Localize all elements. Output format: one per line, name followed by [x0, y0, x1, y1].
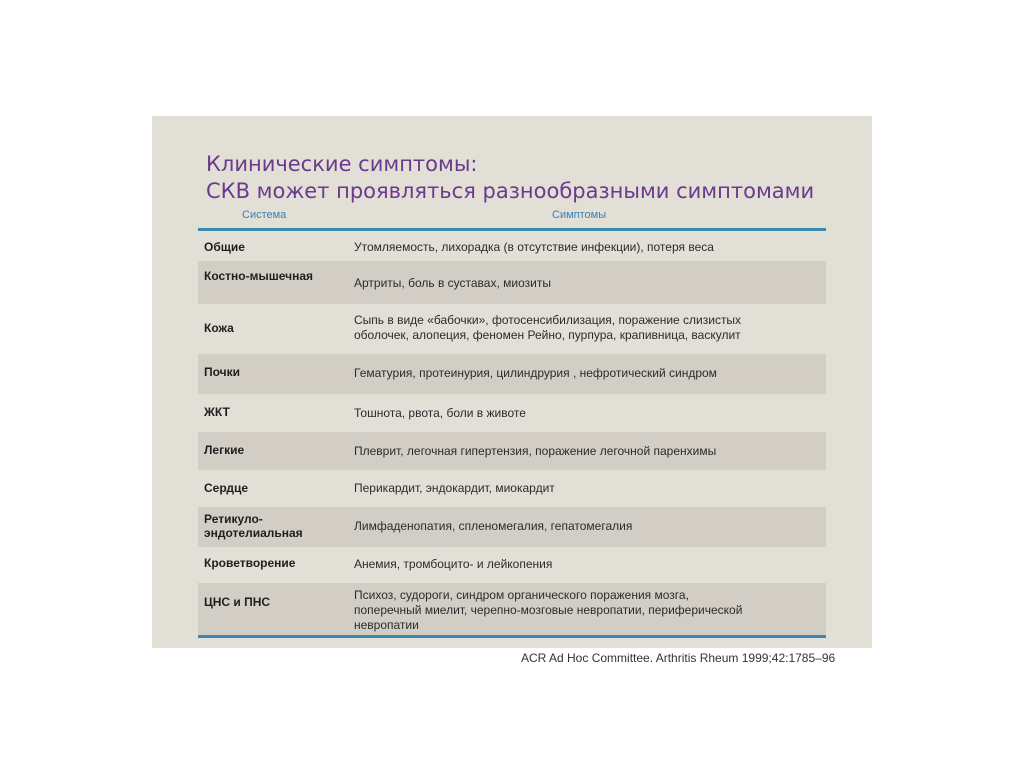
symptoms-cell-line: Тошнота, рвота, боли в животе: [354, 406, 526, 420]
slide-panel: [152, 116, 872, 648]
symptoms-table: [198, 231, 826, 635]
symptoms-cell: [354, 313, 820, 343]
system-cell-line: Кроветворение: [204, 556, 296, 570]
slide-title-line-2: СКВ может проявляться разнообразными симптомами: [206, 179, 815, 203]
system-cell: [204, 240, 245, 254]
column-header-symptoms: Симптомы: [552, 209, 607, 221]
system-cell-line: ЦНС и ПНС: [204, 595, 271, 609]
table-row: [198, 354, 826, 394]
system-cell-line: ЖКТ: [204, 405, 230, 419]
symptoms-cell-line: Гематурия, протеинурия, цилиндрурия , нефротический синдром: [354, 366, 717, 380]
system-cell-line: Легкие: [204, 443, 245, 457]
table-row: [198, 231, 826, 261]
symptoms-cell-line: Артриты, боль в суставах, миозиты: [354, 276, 551, 290]
table-row: [198, 261, 826, 304]
system-cell: [204, 365, 240, 379]
symptoms-cell: [354, 276, 820, 291]
table-row: [198, 304, 826, 354]
symptoms-cell-line: Анемия, тромбоцито- и лейкопения: [354, 557, 553, 571]
symptoms-cell: [354, 444, 820, 459]
system-cell: [204, 512, 303, 540]
symptoms-cell-line: оболочек, алопеция, феномен Рейно, пурпура, крапивница, васкулит: [354, 328, 741, 342]
column-header-system: Система: [242, 209, 287, 221]
symptoms-cell: [354, 557, 820, 572]
symptoms-cell-line: Утомляемость, лихорадка (в отсутствие инфекции), потеря веса: [354, 240, 714, 254]
symptoms-cell: [354, 406, 820, 421]
system-cell: [204, 481, 248, 495]
system-cell: [204, 443, 244, 457]
table-row: [198, 583, 826, 635]
table-row: [198, 470, 826, 507]
system-cell-line: эндотелиальная: [204, 526, 303, 540]
symptoms-cell-line: Сыпь в виде «бабочки», фотосенсибилизация, поражение слизистых: [354, 313, 742, 327]
symptoms-cell: [354, 519, 820, 534]
symptoms-cell-line: Плеврит, легочная гипертензия, поражение легочной паренхимы: [354, 444, 717, 458]
system-cell-line: Сердце: [204, 481, 249, 495]
source-citation: ACR Ad Hoc Committee. Arthritis Rheum 1999;42:1785–96: [521, 651, 836, 665]
system-cell: [204, 321, 234, 335]
table-row: [198, 394, 826, 432]
symptoms-cell-line: невропатии: [354, 618, 419, 632]
system-cell: [204, 556, 295, 570]
table-bottom-rule: [198, 635, 826, 638]
slide-title-line-1: Клинические симптомы:: [206, 152, 478, 176]
system-cell: [204, 595, 270, 609]
system-cell-line: Почки: [204, 365, 241, 379]
symptoms-cell-line: поперечный миелит, черепно-мозговые невропатии, периферической: [354, 603, 743, 617]
symptoms-cell-line: Психоз, судороги, синдром органического поражения мозга,: [354, 588, 689, 602]
system-cell: [204, 269, 313, 283]
table-row: [198, 432, 826, 470]
symptoms-cell: [354, 366, 820, 381]
system-cell-line: Кожа: [204, 321, 234, 335]
symptoms-cell-line: Перикардит, эндокардит, миокардит: [354, 481, 555, 495]
symptoms-cell: [354, 588, 820, 633]
symptoms-cell: [354, 481, 820, 496]
table-row: [198, 547, 826, 583]
symptoms-cell-line: Лимфаденопатия, спленомегалия, гепатомегалия: [354, 519, 633, 533]
system-cell-line: Общие: [204, 240, 245, 254]
system-cell-line: Ретикуло-: [204, 512, 263, 526]
system-cell-line: Костно-мышечная: [204, 269, 314, 283]
table-row: [198, 507, 826, 547]
system-cell: [204, 405, 230, 419]
symptoms-cell: [354, 240, 820, 255]
